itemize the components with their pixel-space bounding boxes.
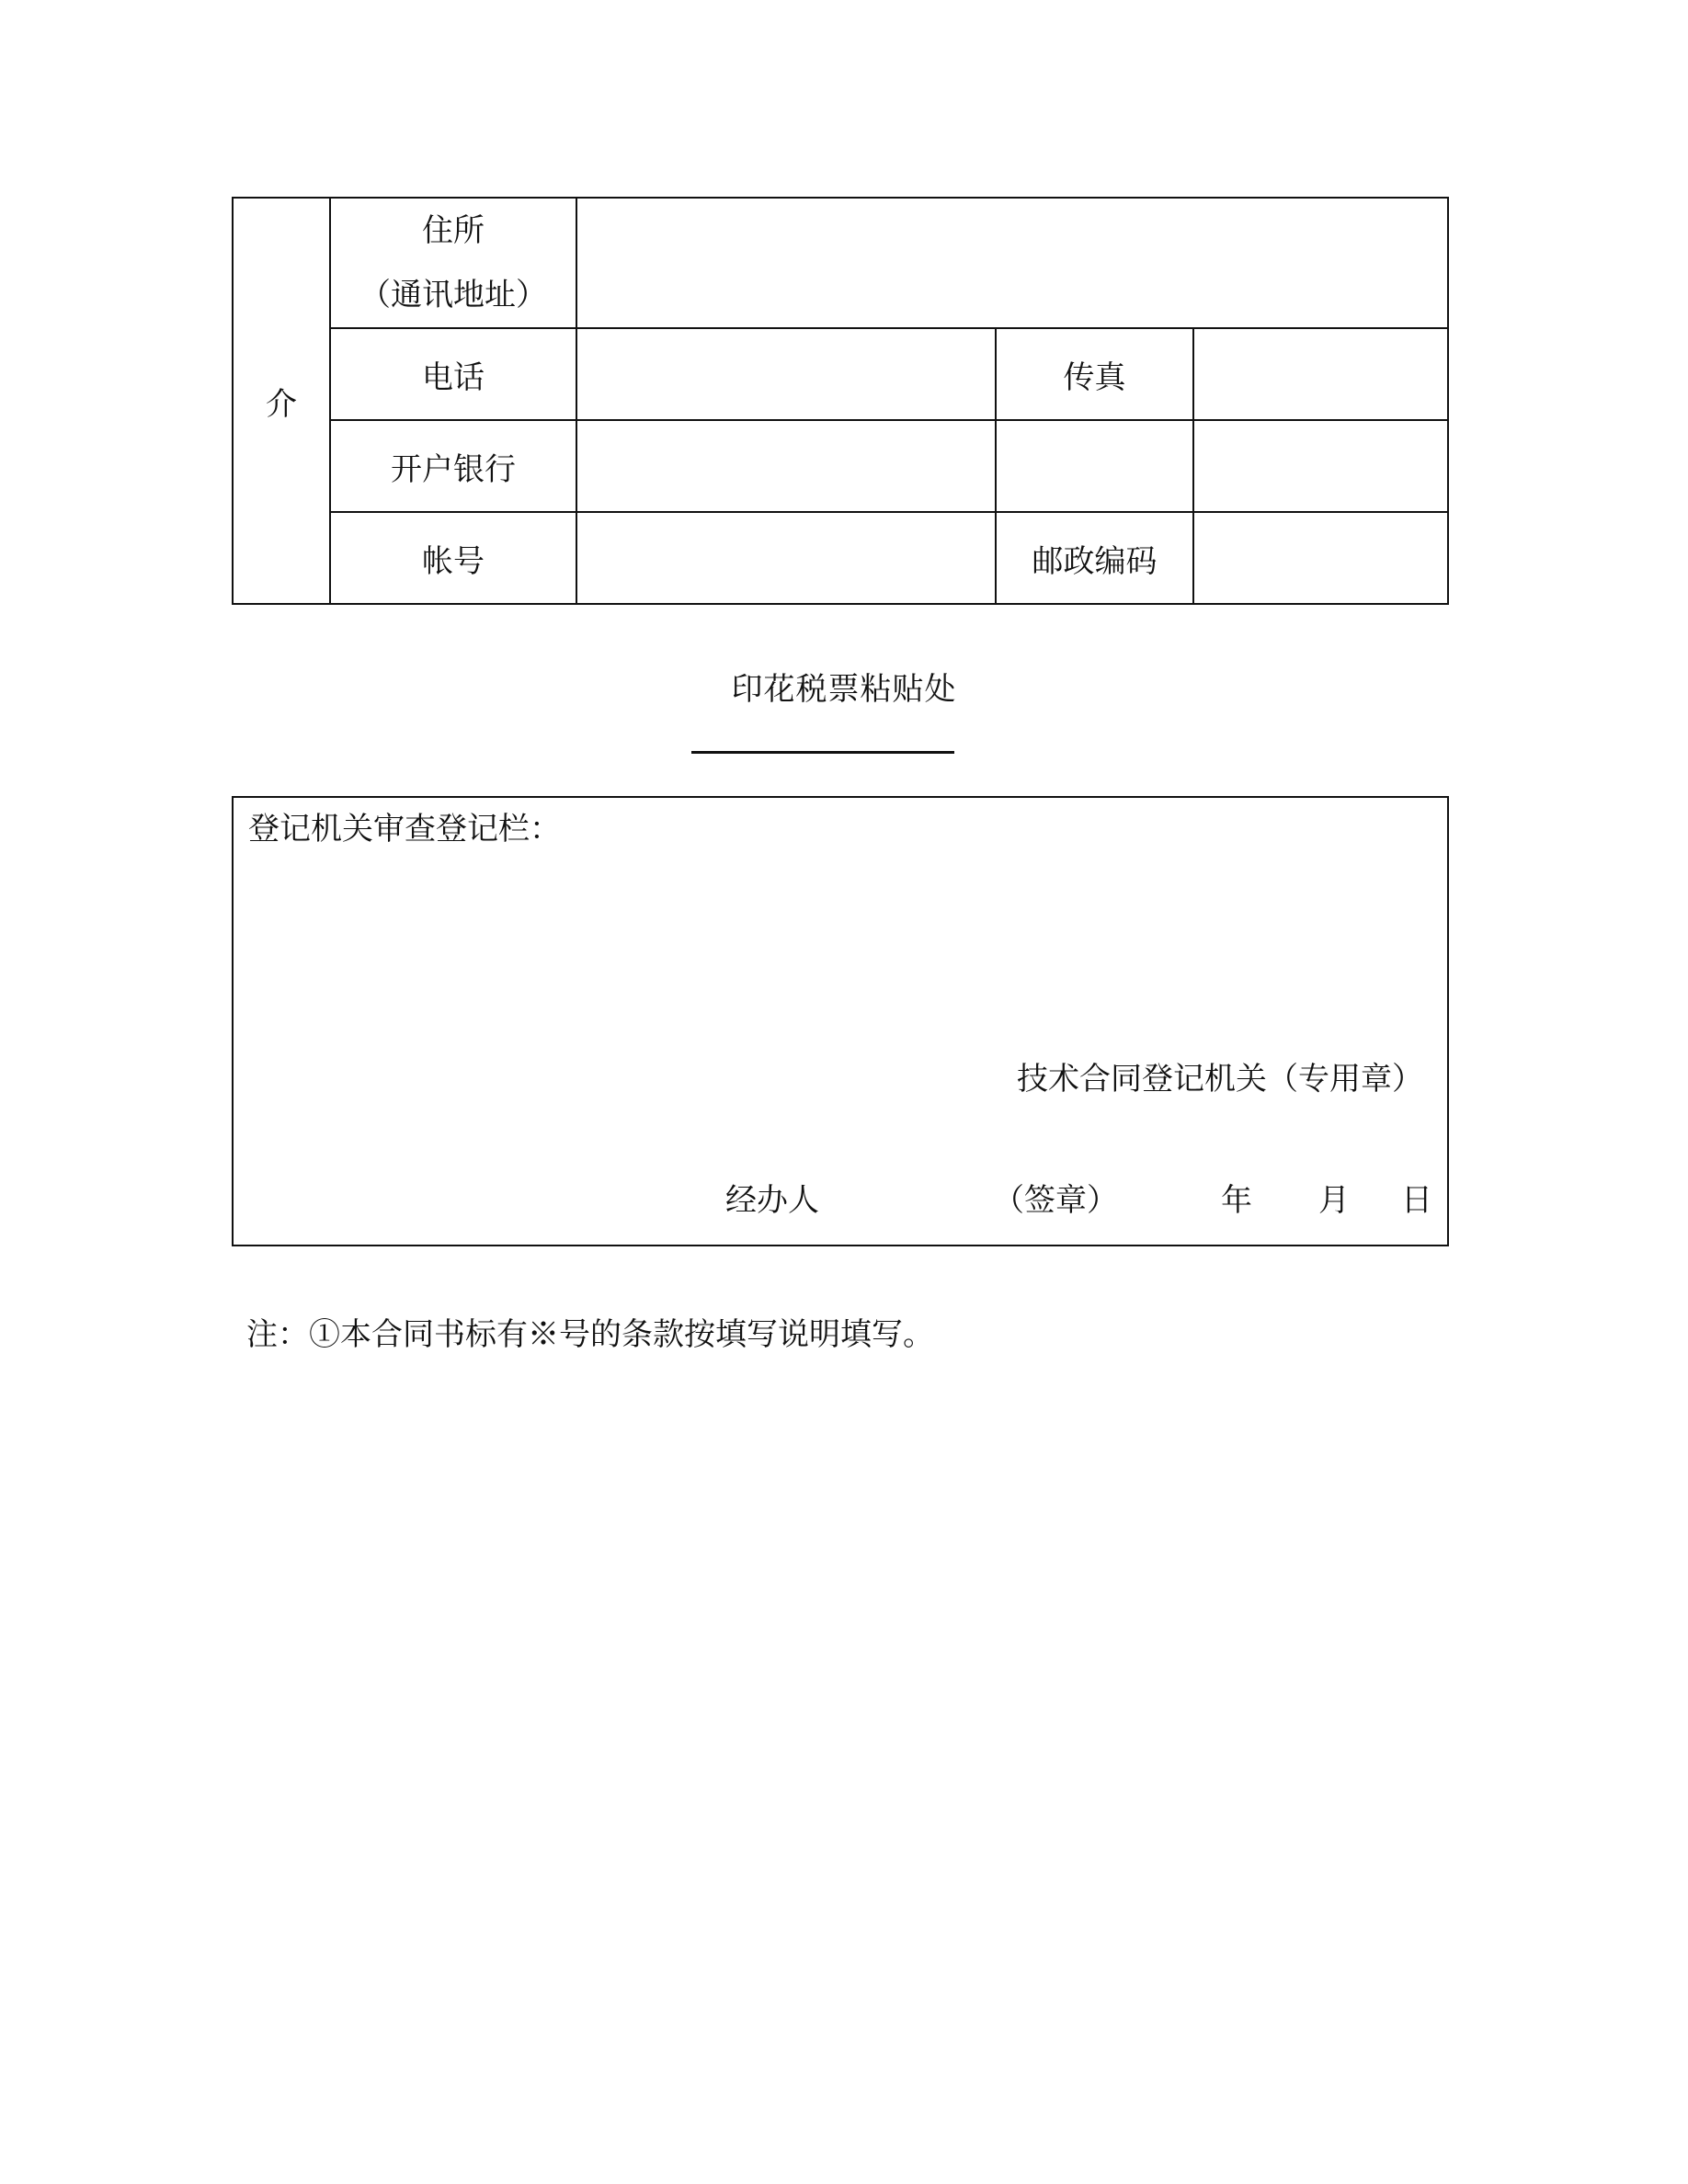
bank-label-cell [330,420,576,512]
bank-extra-field[interactable] [996,420,1193,512]
address-row [233,198,1448,328]
bank-row [233,420,1448,512]
address-label-cell [330,198,576,328]
phone-field[interactable] [576,328,996,420]
postal-field[interactable] [1193,512,1448,604]
stamp-area-title: 印花税票粘贴处 [731,671,957,708]
bank-extra-field-2[interactable] [1193,420,1448,512]
year-label: 年 [1221,1182,1252,1219]
stamp-area-line [691,751,954,754]
account-label-cell [330,512,576,604]
account-field[interactable] [576,512,996,604]
footnote: 注：①本合同书标有※号的条款按填写说明填写。 [246,1316,934,1353]
review-box [232,796,1449,1246]
phone-label: 电话 [422,358,485,396]
phone-label-cell [330,328,576,420]
bank-label: 开户银行 [391,450,516,488]
signature-label: （签章） [993,1182,1118,1219]
registration-authority-seal: 技术合同登记机关（专用章） [1017,1061,1423,1098]
fax-label: 传真 [1063,358,1126,396]
phone-row [233,328,1448,420]
side-label-cell [233,198,330,604]
account-label: 帐号 [422,542,485,580]
postal-label-cell [996,512,1193,604]
side-label: 介 [266,385,297,423]
fax-field[interactable] [1193,328,1448,420]
address-field[interactable] [576,198,1448,328]
address-label-line1: 住所 [422,212,485,249]
bank-field[interactable] [576,420,996,512]
account-row [233,512,1448,604]
handler-label: 经办人 [725,1182,819,1219]
contact-info-table [232,197,1449,605]
review-title: 登记机关审查登记栏： [248,811,561,847]
month-label: 月 [1318,1182,1350,1219]
day-label: 日 [1401,1182,1432,1219]
address-label-line2: （通讯地址） [359,277,547,313]
fax-label-cell [996,328,1193,420]
postal-label: 邮政编码 [1032,542,1158,580]
